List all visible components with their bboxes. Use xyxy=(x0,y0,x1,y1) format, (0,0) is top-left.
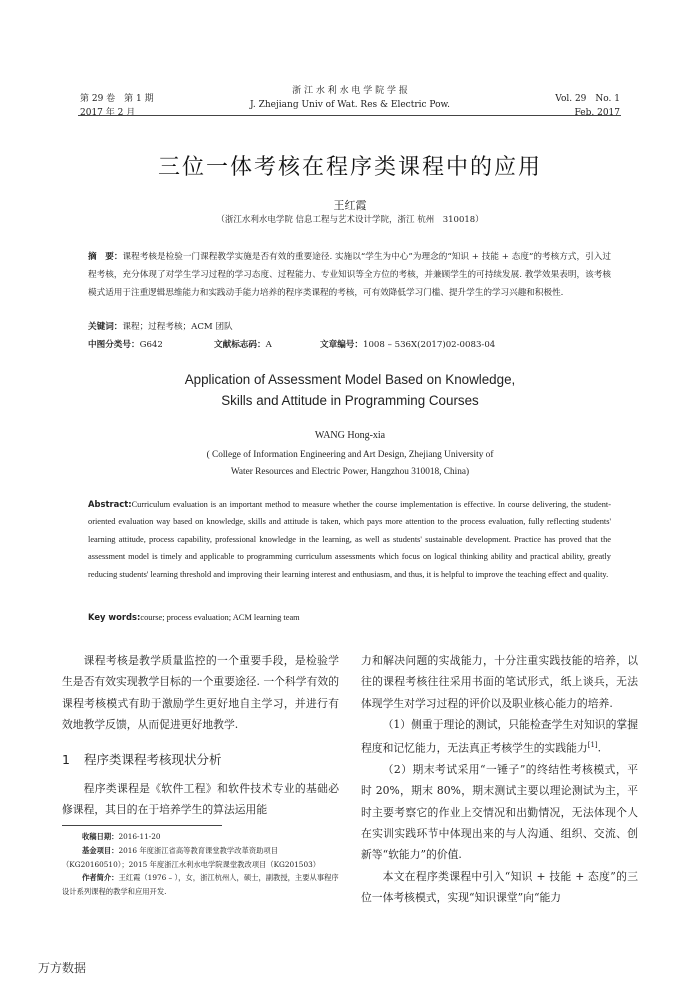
body-paragraph-end: . xyxy=(597,741,602,755)
english-title xyxy=(0,369,700,411)
cn-abstract-text: 课程考核是检验一门课程教学实施是否有效的重要途径. 实施以“学生为中心”为理念的“知识 + 技能 + 态度”的考核方式，引入过程考核，充分体现了对学生学习过程的学习态度、过程能力、专业知识等全方位的考核，并兼顾学生的可持续发展. 教学效果表明，该考核模式适用于注重逻辑思维能力和实践动手能力培养的程序类课程的考核，可有效降低学习门槛、提升学生的学习兴趣和积极性. xyxy=(88,252,611,298)
english-affiliation-line-2: Water Resources and Electric Power, Hangzhou 310018, China) xyxy=(230,467,470,477)
cn-keywords xyxy=(88,320,233,332)
body-paragraph-text: （1）侧重于理论的测试，只能检查学生对知识的掌握程度和记忆能力，无法真正考核学生的实践能力 xyxy=(361,717,638,755)
issue-date-en: Feb. 2017 xyxy=(574,108,620,118)
affiliation: （浙江水利水电学院 信息工程与艺术设计学院，浙江 杭州 310018） xyxy=(216,215,484,225)
body-left-intro xyxy=(62,650,339,735)
section-heading xyxy=(62,750,221,768)
paper-title: 三位一体考核在程序类课程中的应用 xyxy=(157,155,542,180)
bio-label: 作者简介： xyxy=(82,873,119,883)
body-left-section xyxy=(62,778,339,821)
author-bio xyxy=(62,871,339,899)
body-right xyxy=(361,650,638,908)
article-number-value: 1008 – 536X(2017)02-0083-04 xyxy=(362,340,496,350)
body-paragraph: 本文在程序类课程中引入“知识 + 技能 + 态度”的三位一体考核模式，实现“知识课堂”向“能力 xyxy=(361,869,638,904)
body-paragraph: 课程考核是教学质量监控的一个重要手段，是检验学生是否有效实现教学目标的一个重要途径. 一个科学有效的课程考核模式有助于激励学生更好地自主学习，并进行有效地教学反馈，从而促进更好地教学. xyxy=(62,654,339,731)
body-paragraph: 程序类课程是《软件工程》和软件技术专业的基础必修课程，其目的在于培养学生的算法运用能 xyxy=(62,782,339,817)
watermark: 万方数据 xyxy=(38,961,87,975)
volume-issue: 第 29 卷 第 1 期 xyxy=(80,94,154,104)
body-paragraph xyxy=(361,714,638,759)
cn-abstract-label: 摘 要： xyxy=(88,252,123,262)
doc-code-value: A xyxy=(265,340,272,350)
english-affiliation-line-1: ( College of Information Engineering and Art Design, Zhejiang University of xyxy=(206,450,494,460)
received-value: 2016-11-20 xyxy=(118,832,161,841)
section-number: 1 xyxy=(62,752,70,767)
fund-label: 基金项目： xyxy=(82,845,119,855)
received-label: 收稿日期： xyxy=(82,832,119,841)
english-author: WANG Hong-xia xyxy=(314,430,386,441)
author: 王红霞 xyxy=(333,199,367,212)
footnote-rule xyxy=(62,825,222,826)
fund-value: 2016 年度浙江省高等教育课堂教学改革资助项目（KG20160510）；2015 年度浙江水利水电学院课堂教改项目（KG201503） xyxy=(62,845,321,869)
journal-name-cn: 浙 江 水 利 水 电 学 院 学 报 xyxy=(292,86,408,96)
clc-value: G642 xyxy=(139,340,163,350)
footnote xyxy=(62,830,339,899)
english-title-line-1: Application of Assessment Model Based on Knowledge, xyxy=(184,372,516,387)
citation-ref: [1] xyxy=(587,741,598,750)
cn-keywords-label: 关键词： xyxy=(88,322,123,332)
english-abstract xyxy=(88,496,611,583)
received-date xyxy=(62,830,339,844)
doc-code-label: 文献标志码： xyxy=(214,340,266,350)
english-title-line-2: Skills and Attitude in Programming Courses xyxy=(221,393,479,408)
english-affiliation xyxy=(0,447,700,481)
fund-info xyxy=(62,844,339,872)
issue-date: 2017 年 2 月 xyxy=(80,108,136,118)
journal-name-en: J. Zhejiang Univ of Wat. Res & Electric Pow. xyxy=(249,100,451,110)
english-abstract-label: Abstract: xyxy=(88,499,132,509)
volume-issue-en: Vol. 29 No. 1 xyxy=(555,94,620,104)
bio-value: 王红霞（1976 – ），女，浙江杭州人，硕士，副教授，主要从事程序设计系列课程的教学和应用开发. xyxy=(62,873,339,897)
clc-label: 中图分类号： xyxy=(88,340,140,350)
cn-keywords-text: 课程；过程考核；ACM 团队 xyxy=(122,322,233,332)
section-title: 程序类课程考核现状分析 xyxy=(83,752,222,767)
body-paragraph: （2）期末考试采用“一锤子”的终结性考核模式，平时 20%，期末 80%，期末测试主要以理论测试为主，平时主要考察它的作业上交情况和出勤情况，无法体现个人在实训实践环节中体现出来的与人沟通、组织、交流、创新等“软能力”的价值. xyxy=(361,763,638,862)
header-rule xyxy=(78,115,621,116)
english-keywords-text: course; process evaluation; ACM learning team xyxy=(140,613,300,622)
english-abstract-text: Curriculum evaluation is an important method to measure whether the course implementation is effective. In course delivering, the student-oriented evaluation way based on knowledge, skills and attitude is taken, which pays more attention to the process evaluation, fully reflecting students' learning attitude, process capability, professional knowledge in the learning, as well as students' sustainable development. Practice has proved that the assessment model is timely and applicable to programming curriculum assessments which focus on logical thinking ability and practical ability, greatly reducing students' learning threshold and improving their learning interest and enthusiasm, and thus, it is helpful to improve the teaching effect and quality. xyxy=(88,500,611,579)
body-paragraph: 力和解决问题的实战能力，十分注重实践技能的培养，以往的课程考核往往采用书面的笔试形式，纸上谈兵，无法体现学生对学习过程的评价以及职业核心能力的培养. xyxy=(361,654,638,710)
cn-abstract xyxy=(88,249,611,302)
article-number-label: 文章编号： xyxy=(320,340,363,350)
english-keywords xyxy=(88,612,300,622)
english-keywords-label: Key words: xyxy=(88,612,141,622)
